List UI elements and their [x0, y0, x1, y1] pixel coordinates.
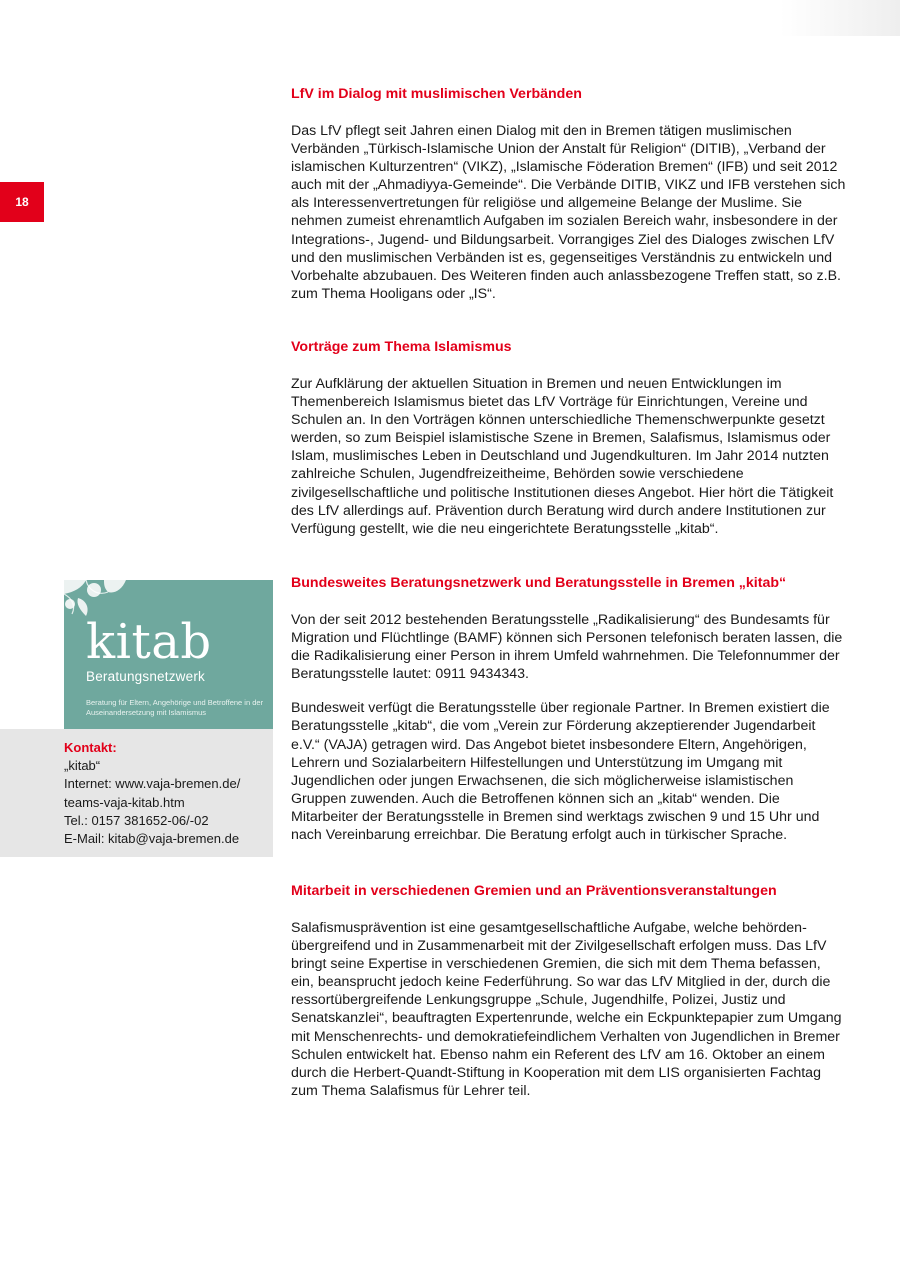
section-heading: Vorträge zum Thema Islamismus [291, 339, 512, 355]
kitab-logo [64, 580, 273, 729]
section-committees [291, 881, 846, 1116]
page-number: 18 [0, 182, 44, 222]
logo-tagline: Beratung für Eltern, Angehörige und Betroffene in der Auseinandersetzung mit Islamismus [86, 698, 264, 717]
section-network [291, 573, 846, 860]
paragraph: Von der seit 2012 bestehenden Beratungsstelle „Radikalisierung“ des Bundesamts für Migration und Flüchtlinge (BAMF) können sich Personen telefonisch beraten lassen, die die Radikalisierung einer Person in ihrem Umfeld wahrnehmen. Die Telefonnummer der Beratungsstelle lautet: 0911 9434343. [291, 612, 843, 683]
contact-title: Kontakt: [64, 740, 117, 755]
corner-shade [780, 0, 900, 36]
paragraph: Das LfV pflegt seit Jahren einen Dialog mit den in Bremen tätigen muslimischen Verbänden „Türkisch-Islamische Union der Anstalt für Religion“ (DITIB), „Verband der islamischen Kulturzentren“ (VIKZ), „Islamische Föderation Bremen“ (IFB) und seit 2012 auch mit der „Ahmadiyya-Gemeinde“. Die Verbände DITIB, VIKZ und IFB verstehen sich als Interessenvertretungen für religiöse und allgemeine Belange der Muslime. Sie nehmen zumeist ehrenamtlich Aufgaben im sozialen Bereich wahr, insbesondere in der Integrations-, Jugend- und Bildungsarbeit. Vorrangiges Ziel des Dialoges zwischen LfV und den muslimischen Verbänden ist es, gegenseitiges Verständnis zu entwickeln und Vorbehalte abzubauen. Des Weiteren finden auch anlassbezogene Treffen statt, so z.B. zum Thema Hooligans oder „IS“. [291, 123, 846, 302]
section-lectures [291, 337, 846, 554]
logo-wordmark: kitab [86, 614, 212, 670]
contact-website-line[interactable]: teams-vaja-kitab.htm [64, 794, 185, 810]
contact-line: „kitab“ [64, 758, 101, 774]
section-heading: Mitarbeit in verschiedenen Gremien und an Präventionsveranstaltungen [291, 883, 777, 899]
section-dialog [291, 84, 846, 319]
contact-email[interactable]: E-Mail: kitab@vaja-bremen.de [64, 831, 240, 847]
paragraph: Zur Aufklärung der aktuellen Situation in Bremen und neuen Entwicklungen im Themenbereich Islamismus bietet das LfV Vorträge für Einrichtungen, Vereine und Schulen an. In den Vorträgen können unterschiedliche Themenschwerpunkte gesetzt werden, so zum Beispiel islamistische Szene in Bremen, Salafismus, Islamismus oder Islam, muslimisches Leben in Deutschland und Jugendkulturen. Im Jahr 2014 nutzten zahlreiche Schulen, Jugendfreizeitheime, Behörden sowie verschiedene zivilgesellschaftliche und politische Institutionen dieses Angebot. Hier hört die Tätigkeit des LfV allerdings auf. Prävention durch Beratung wird durch andere Institutionen zur Verfügung gestellt, wie die neu eingerichtete Beratungsstelle „kitab“. [291, 376, 834, 537]
contact-website-line[interactable]: Internet: www.vaja-bremen.de/ [64, 776, 241, 792]
section-heading: LfV im Dialog mit muslimischen Verbänden [291, 86, 582, 102]
contact-info [64, 739, 269, 848]
paragraph: Salafismusprävention ist eine gesamtgesellschaftliche Aufgabe, welche behördenübergreifend und in Zusammenarbeit mit der Zivilgesellschaft erfolgen muss. Das LfV bringt seine Expertise in verschiedenen Gremien, die sich mit dem Thema befassen, ein, beansprucht jedoch keine Federführung. So war das LfV Mitglied in der, durch die ressortübergreifende Lenkungsgruppe „Schule, Jugendhilfe, Polizei, Justiz und Senatskanzlei“, beauftragten Expertenrunde, welche ein Eckpunktepapier zum Umgang mit Menschenrechts- und demokratiefeindlichem Verhalten von Jugendlichen in Bremer Schulen entwickelt hat. Ebenso nahm ein Referent des LfV am 16. Oktober an einem durch die Herbert-Quandt-Stiftung in Kooperation mit dem LIS organisierten Fachtag zum Thema Salafismus für Lehrer teil. [291, 920, 842, 1099]
section-heading: Bundesweites Beratungsnetzwerk und Beratungsstelle in Bremen „kitab“ [291, 575, 787, 591]
logo-subtitle: Beratungsnetzwerk [86, 669, 205, 684]
paragraph: Bundesweit verfügt die Beratungsstelle über regionale Partner. In Bremen existiert die Beratungsstelle „kitab“, die vom „Verein zur Förderung akzeptierender Jugendarbeit e.V.“ (VAJA) getragen wird. Das Angebot bietet insbesondere Eltern, Angehörigen, Lehrern und Sozialarbeitern Hilfestellungen und Unterstützung im Umgang mit Jugendlichen oder jungen Erwachsenen, die sich möglicherweise islamistischen Gruppen zuwenden. Auch die Betroffenen können sich an „kitab“ wenden. Die Mitarbeiter der Beratungsstelle in Bremen sind werktags zwischen 9 und 15 Uhr und nach Vereinbarung erreichbar. Die Beratung erfolgt auch in türkischer Sprache. [291, 700, 830, 844]
contact-phone: Tel.: 0157 381652-06/-02 [64, 812, 209, 828]
